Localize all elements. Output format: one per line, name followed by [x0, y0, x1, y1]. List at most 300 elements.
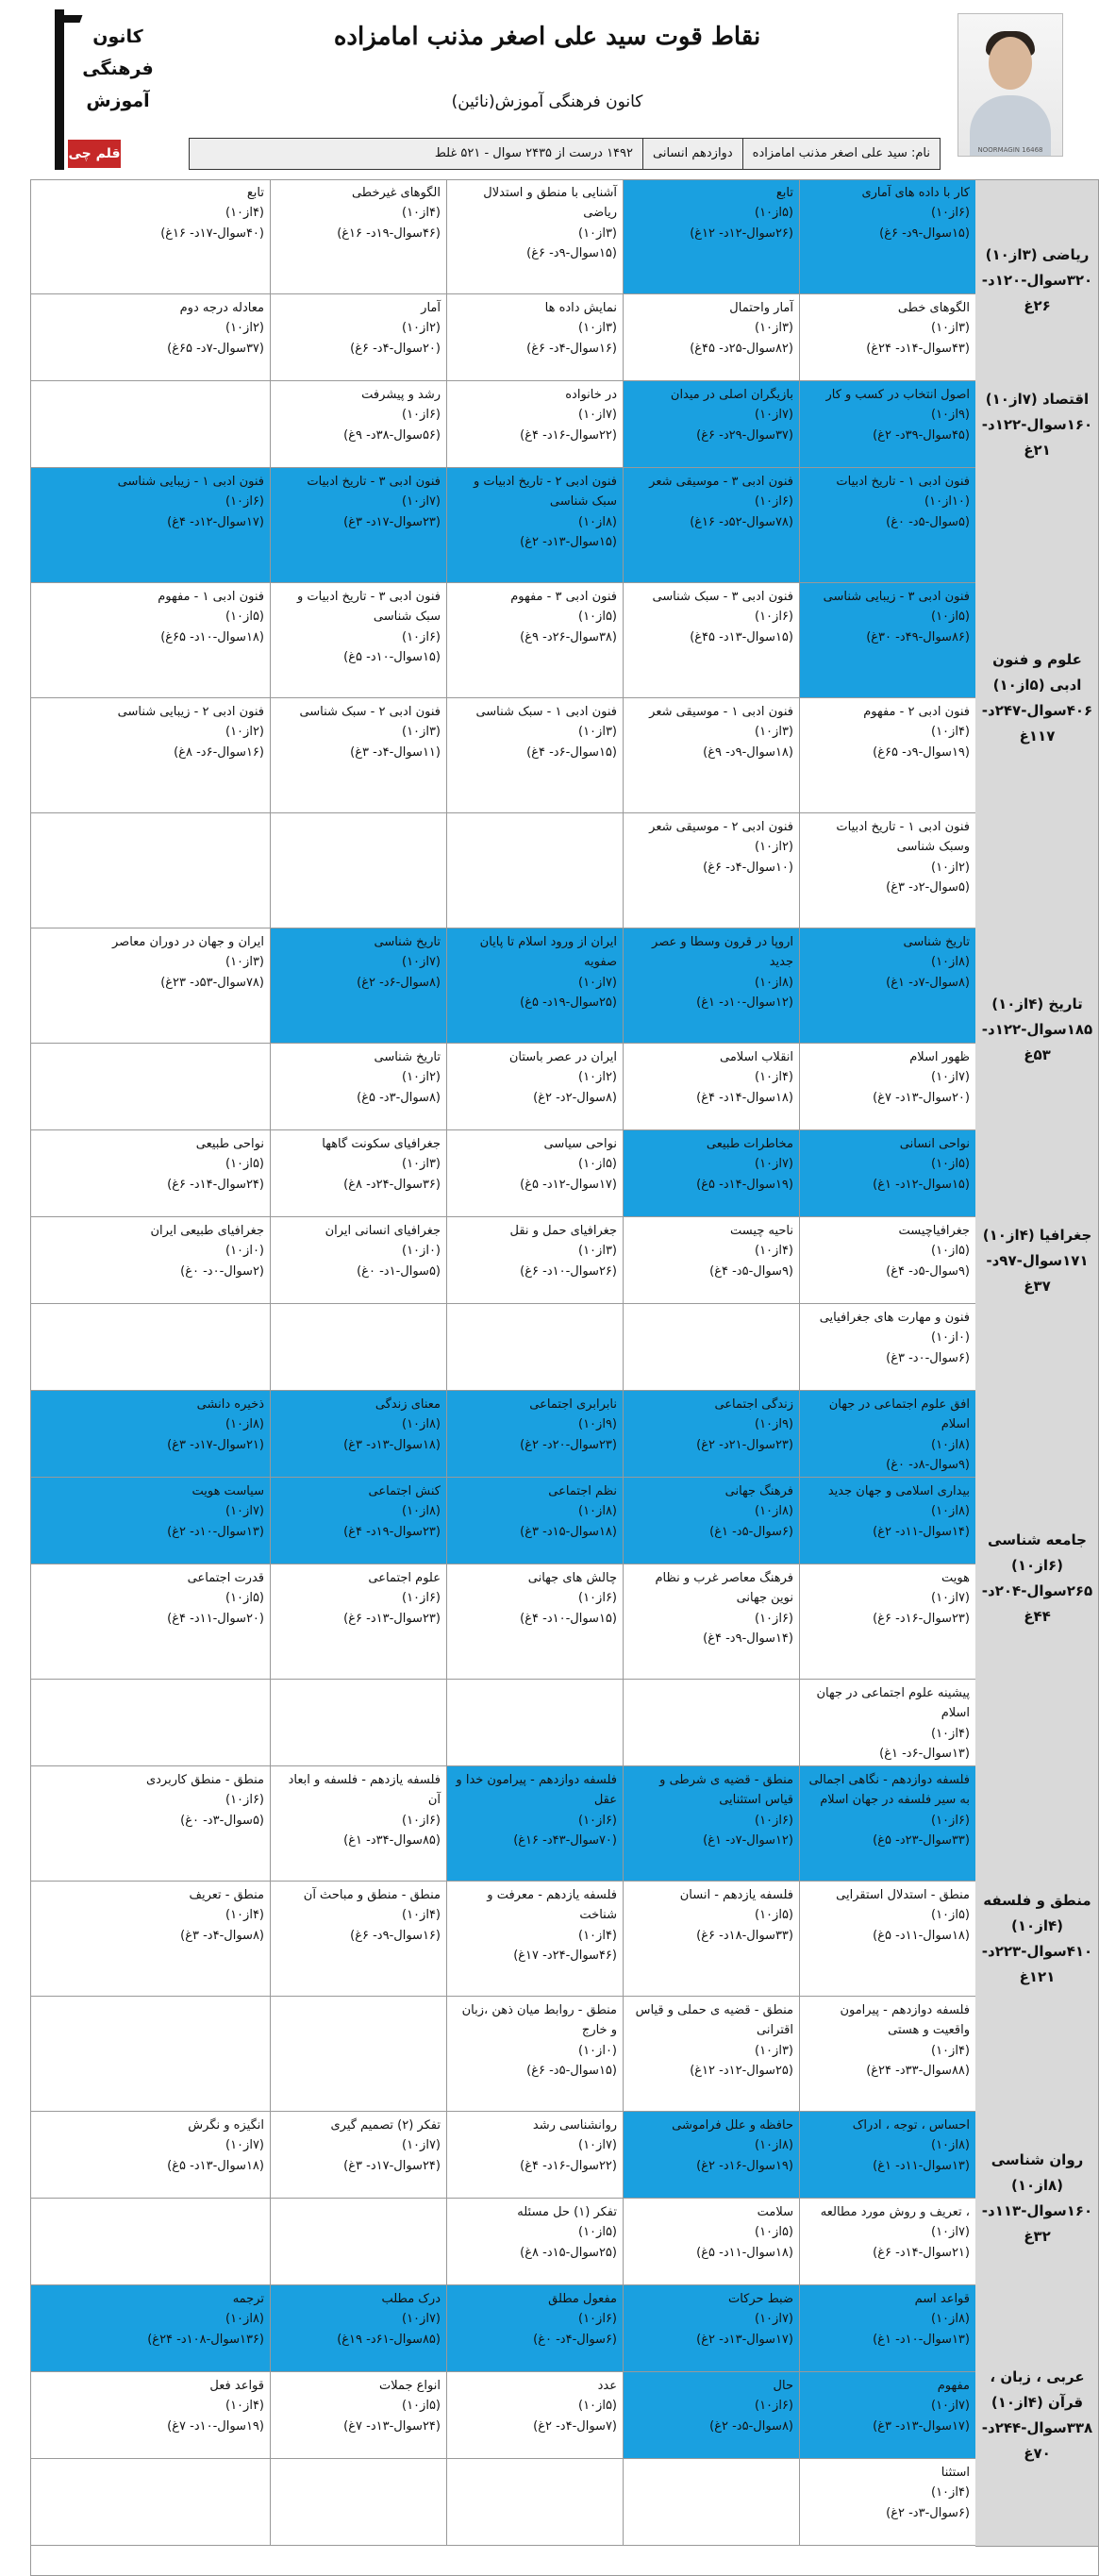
- logo-line-1: کانون: [92, 26, 143, 47]
- topic-score: (۵از۱۰): [578, 610, 617, 625]
- topic-name: انقلاب اسلامی: [720, 1050, 793, 1064]
- topic-result: (۷۰سوال-۴۳د- ۱۶غ): [513, 1833, 617, 1848]
- topic-cell: [623, 1680, 799, 1766]
- topic-cell: [30, 2112, 270, 2199]
- topic-cell: [270, 1130, 446, 1217]
- subject-category: [975, 1391, 1099, 1767]
- topic-result: (۵۶سوال-۳۸د- ۹غ): [343, 427, 441, 443]
- topic-result: (۱۷سوال-۱۲د- ۵غ): [520, 1177, 617, 1192]
- topic-name: معادله درجه دوم: [179, 301, 264, 315]
- topic-result: (۸سوال-۴د- ۳غ): [180, 1928, 264, 1943]
- topic-cell: [30, 928, 270, 1044]
- topic-score: (۸از۱۰): [931, 1437, 970, 1452]
- topic-name: در خانواده: [565, 388, 617, 402]
- topic-name: فنون ادبی ۱ - موسیقی شعر: [649, 705, 793, 719]
- page-subtitle: کانون فرهنگی آموزش(نائین): [451, 92, 643, 111]
- topic-result: (۱۶سوال-۶د- ۸غ): [174, 744, 264, 760]
- topic-result: (۱۷سوال-۱۳د- ۳غ): [873, 2418, 970, 2434]
- table-row: [30, 1478, 975, 1564]
- topic-result: (۱۲سوال-۱۰د- ۱غ): [696, 995, 793, 1011]
- topic-score: (۵از۱۰): [755, 206, 793, 221]
- topic-score: (۷از۱۰): [931, 2225, 970, 2240]
- topic-cell: [30, 1044, 270, 1130]
- topic-name: بازیگران اصلی در میدان: [670, 388, 793, 402]
- topic-cell: [270, 2459, 446, 2546]
- topic-name: استثنا: [941, 2466, 970, 2480]
- topic-result: (۱۹سوال-۱۴د- ۵غ): [696, 1177, 793, 1192]
- topic-cell: [799, 813, 975, 928]
- topic-result: (۲سوال-۰د- ۰غ): [180, 1263, 264, 1279]
- topic-result: (۸سوال-۵د- ۲غ): [709, 2418, 793, 2434]
- topic-name: ترجمه: [232, 2292, 264, 2306]
- topic-cell: [446, 1766, 623, 1882]
- topic-score: (۷از۱۰): [755, 408, 793, 423]
- topic-cell: [623, 1997, 799, 2112]
- topic-result: (۴۶سوال-۲۴د- ۱۷غ): [513, 1949, 617, 1964]
- topic-result: (۱۸سوال-۱۱د- ۵غ): [696, 2245, 793, 2260]
- topic-cell: [446, 2199, 623, 2285]
- topic-result: (۲۲سوال-۱۶د- ۴غ): [520, 2158, 617, 2173]
- topic-result: (۷۸سوال-۵۲د- ۱۶غ): [690, 514, 793, 529]
- topic-name: قواعد فعل: [209, 2379, 264, 2393]
- table-row: [30, 2112, 975, 2199]
- topic-result: (۲۲سوال-۱۶د- ۴غ): [520, 427, 617, 443]
- topic-name: نواحی انسانی: [899, 1137, 970, 1151]
- topic-name: مفهوم: [937, 2379, 970, 2393]
- student-stats: ۱۴۹۲ درست از ۲۴۳۵ سوال - ۵۲۱ غلط: [434, 146, 633, 160]
- table-row: [30, 1882, 975, 1997]
- topic-result: (۴۵سوال-۳۹د- ۲غ): [873, 427, 970, 443]
- topic-cell: [446, 2285, 623, 2372]
- topic-score: (۳از۱۰): [578, 1244, 617, 1259]
- table-row: [30, 1680, 975, 1766]
- topic-cell: [623, 583, 799, 698]
- topic-score: (۶از۱۰): [755, 494, 793, 510]
- report-header: [0, 0, 1099, 179]
- topic-score: (۴از۱۰): [755, 1070, 793, 1085]
- topic-result: (۸۵سوال-۳۴د- ۱غ): [343, 1833, 441, 1848]
- table-row: [30, 179, 975, 294]
- topic-cell: [623, 1391, 799, 1478]
- topic-cell: [446, 928, 623, 1044]
- table-row: [30, 1217, 975, 1304]
- topic-result: (۱۹سوال-۹د- ۶۵غ): [873, 744, 970, 760]
- topic-cell: [799, 294, 975, 381]
- topic-name: ایران از ورود اسلام تا پایان صفویه: [479, 935, 617, 970]
- topic-name: عدد: [597, 2379, 617, 2393]
- topic-score: (۵از۱۰): [225, 1591, 264, 1606]
- topic-cell: [30, 2199, 270, 2285]
- topic-cell: [799, 1882, 975, 1997]
- topic-result: (۳۳سوال-۲۳د- ۵غ): [873, 1833, 970, 1848]
- topic-score: (۵از۱۰): [578, 2225, 617, 2240]
- topic-cell: [799, 1564, 975, 1680]
- topic-score: (۶از۱۰): [402, 629, 441, 644]
- topic-cell: [799, 179, 975, 294]
- topic-cell: [623, 468, 799, 583]
- topic-cell: [446, 1478, 623, 1564]
- topic-cell: [799, 1304, 975, 1391]
- topic-score: (۶از۱۰): [755, 2399, 793, 2414]
- topic-result: (۲۴سوال-۱۴د- ۶غ): [167, 1177, 264, 1192]
- topic-cell: [623, 1217, 799, 1304]
- topic-score: (۲از۱۰): [578, 1070, 617, 1085]
- topic-score: (۵از۱۰): [931, 1244, 970, 1259]
- topic-cell: [446, 1217, 623, 1304]
- topic-result: (۳۷سوال-۷د- ۶۵غ): [167, 341, 264, 356]
- topic-score: (۷از۱۰): [402, 955, 441, 970]
- topic-result: (۲۵سوال-۱۹د- ۵غ): [520, 995, 617, 1011]
- topic-cell: [30, 1391, 270, 1478]
- topic-name: افق علوم اجتماعی در جهان اسلام: [828, 1397, 970, 1432]
- topic-cell: [799, 1478, 975, 1564]
- topic-cell: [799, 1680, 975, 1766]
- topic-name: جغرافیای طبیعی ایران: [150, 1224, 264, 1238]
- logo-figure: [55, 9, 64, 170]
- topic-score: (۸از۱۰): [755, 975, 793, 990]
- topic-score: (۷از۱۰): [402, 2138, 441, 2153]
- topic-cell: [446, 1882, 623, 1997]
- topic-result: (۲۳سوال-۱۹د- ۴غ): [343, 1524, 441, 1539]
- page-title: نقاط قوت سید علی اصغر مذنب امامزاده: [333, 23, 761, 51]
- topic-cell: [446, 1680, 623, 1766]
- topic-cell: [270, 1564, 446, 1680]
- topic-name: آشنایی با منطق و استدلال ریاضی: [483, 186, 617, 221]
- topic-result: (۱۵سوال-۹د- ۶غ): [879, 226, 970, 241]
- topic-name: فلسفه دوازدهم - نگاهی اجمالی به سیر فلسفه در جهان اسلام: [808, 1773, 970, 1808]
- table-row: [30, 928, 975, 1044]
- topic-cell: [270, 2199, 446, 2285]
- topic-name: علوم اجتماعی: [368, 1571, 441, 1585]
- topic-score: (۳از۱۰): [402, 1157, 441, 1172]
- topic-cell: [270, 1766, 446, 1882]
- subject-category-label: ریاضی (۳از۱۰) ۳۲۰سوال-۱۲۰د- ۲۶غ: [981, 245, 1093, 314]
- topic-score: (۶از۱۰): [931, 1813, 970, 1828]
- topic-result: (۲۱سوال-۱۴د- ۶غ): [873, 2245, 970, 2260]
- topic-score: (۱۰از۱۰): [924, 494, 970, 510]
- topic-cell: [30, 1997, 270, 2112]
- topic-cell: [623, 2459, 799, 2546]
- topic-result: (۲۳سوال-۲۱د- ۲غ): [696, 1437, 793, 1452]
- topic-cell: [270, 1304, 446, 1391]
- topic-result: (۶سوال-۵د- ۱غ): [709, 1524, 793, 1539]
- topic-cell: [30, 1217, 270, 1304]
- topic-cell: [799, 381, 975, 468]
- topic-result: (۷۸سوال-۵۳د- ۲۳غ): [160, 975, 264, 990]
- topic-result: (۱۵سوال-۱۰د- ۴غ): [520, 1611, 617, 1626]
- topic-cell: [30, 2372, 270, 2459]
- topic-cell: [623, 1304, 799, 1391]
- topic-cell: [270, 1044, 446, 1130]
- topic-name: فرهنگ معاصر غرب و نظام نوین جهانی: [655, 1571, 793, 1606]
- topic-cell: [799, 468, 975, 583]
- topic-cell: [270, 468, 446, 583]
- topic-result: (۶سوال-۰د- ۳غ): [886, 1350, 970, 1365]
- topic-result: (۸سوال-۲د- ۲غ): [533, 1090, 617, 1105]
- topic-score: (۷از۱۰): [402, 2312, 441, 2327]
- topic-score: (۰از۱۰): [402, 1244, 441, 1259]
- topic-result: (۵سوال-۵د- ۰غ): [886, 514, 970, 529]
- topic-score: (۵از۱۰): [225, 1157, 264, 1172]
- topic-name: تفکر (۱) حل مسئله: [517, 2205, 617, 2219]
- topic-score: (۴از۱۰): [402, 206, 441, 221]
- topic-name: هویت: [941, 1571, 970, 1585]
- student-info-bar: [189, 138, 941, 170]
- topic-cell: [30, 813, 270, 928]
- subject-category: [975, 468, 1099, 929]
- topic-cell: [446, 698, 623, 813]
- topic-score: (۷از۱۰): [225, 2138, 264, 2153]
- table-row: [30, 1997, 975, 2112]
- topic-name: فرهنگ جهانی: [724, 1484, 793, 1498]
- subject-category: [975, 2285, 1099, 2547]
- topic-name: نواحی طبیعی: [195, 1137, 264, 1151]
- topic-cell: [799, 698, 975, 813]
- topic-score: (۲از۱۰): [931, 860, 970, 875]
- topic-result: (۱۳سوال-۱۰د- ۲غ): [167, 1524, 264, 1539]
- table-row: [30, 1564, 975, 1680]
- topic-name: فلسفه یازدهم - انسان: [679, 1888, 793, 1902]
- student-photo: [957, 13, 1063, 157]
- topic-score: (۵از۱۰): [931, 1157, 970, 1172]
- topic-result: (۵سوال-۱د- ۰غ): [357, 1263, 441, 1279]
- topic-score: (۹از۱۰): [931, 408, 970, 423]
- topic-score: (۴از۱۰): [931, 725, 970, 740]
- topic-name: فنون ادبی ۳ - سبک شناسی: [652, 590, 793, 604]
- topic-name: مخاطرات طبیعی: [706, 1137, 793, 1151]
- topic-name: سیاست هویت: [191, 1484, 264, 1498]
- topic-name: آمار واحتمال: [729, 301, 793, 315]
- topic-result: (۱۸سوال-۹د- ۹غ): [703, 744, 793, 760]
- topic-result: (۲۰سوال-۱۱د- ۴غ): [167, 1611, 264, 1626]
- topic-score: (۶از۱۰): [402, 1591, 441, 1606]
- topic-name: جغرافیای حمل و نقل: [509, 1224, 617, 1238]
- topic-cell: [270, 1997, 446, 2112]
- topic-result: (۳۸سوال-۲۶د- ۹غ): [520, 629, 617, 644]
- topic-name: جغرافیاچیست: [898, 1224, 970, 1238]
- topic-cell: [623, 813, 799, 928]
- topic-cell: [30, 2285, 270, 2372]
- topic-cell: [623, 1564, 799, 1680]
- topic-name: تابع: [246, 186, 264, 200]
- topic-score: (۵از۱۰): [402, 2399, 441, 2414]
- topic-score: (۳از۱۰): [402, 725, 441, 740]
- topic-score: (۸از۱۰): [931, 1504, 970, 1519]
- topic-score: (۸از۱۰): [755, 2138, 793, 2153]
- topic-score: (۴از۱۰): [225, 1908, 264, 1923]
- topic-result: (۲۰سوال-۴د- ۶غ): [350, 341, 441, 356]
- topic-cell: [270, 583, 446, 698]
- topic-score: (۴از۱۰): [402, 1908, 441, 1923]
- topic-cell: [30, 1304, 270, 1391]
- topic-score: (۶از۱۰): [402, 408, 441, 423]
- topic-result: (۱۵سوال-۹د- ۶غ): [526, 246, 617, 261]
- table-row: [30, 2459, 975, 2546]
- logo-line-4: قلم چی: [68, 140, 121, 168]
- topic-name: ذخیره دانشی: [196, 1397, 264, 1412]
- topic-cell: [446, 2112, 623, 2199]
- topic-result: (۱۸سوال-۱۱د- ۵غ): [873, 1928, 970, 1943]
- topic-score: (۰از۱۰): [931, 1330, 970, 1346]
- topic-score: (۵از۱۰): [225, 610, 264, 625]
- topic-cell: [446, 1304, 623, 1391]
- topic-name: فنون ادبی ۳ - موسیقی شعر: [649, 475, 793, 489]
- topic-result: (۲۳سوال-۱۶د- ۶غ): [873, 1611, 970, 1626]
- topic-cell: [446, 381, 623, 468]
- topic-score: (۷از۱۰): [931, 2399, 970, 2414]
- topic-score: (۹از۱۰): [578, 1417, 617, 1432]
- topic-cell: [446, 1564, 623, 1680]
- subject-category-label: اقتصاد (۷از۱۰) ۱۶۰سوال-۱۲۲د- ۲۱غ: [981, 390, 1093, 459]
- topic-result: (۵سوال-۲د- ۳غ): [886, 880, 970, 895]
- topic-result: (۸۸سوال-۳۳د- ۲۴غ): [866, 2064, 970, 2079]
- topic-score: (۶از۱۰): [755, 1813, 793, 1828]
- topic-result: (۱۹سوال-۱۰د- ۷غ): [167, 2418, 264, 2434]
- subject-category-label: جغرافیا (۴از۱۰) ۱۷۱سوال-۹۷د- ۳۷غ: [982, 1226, 1092, 1295]
- topic-cell: [446, 2459, 623, 2546]
- student-field: دوازدهم انسانی: [642, 139, 742, 169]
- topic-result: (۱۱سوال-۴د- ۳غ): [350, 744, 441, 760]
- topic-cell: [30, 1766, 270, 1882]
- topic-name: حال: [773, 2379, 793, 2393]
- topic-cell: [270, 179, 446, 294]
- topic-cell: [30, 1130, 270, 1217]
- topic-name: ظهور اسلام: [909, 1050, 970, 1064]
- topic-name: سلامت: [757, 2205, 793, 2219]
- topic-cell: [799, 1997, 975, 2112]
- topic-cell: [799, 2199, 975, 2285]
- topic-result: (۱۳سوال-۱۰د- ۱غ): [873, 2332, 970, 2347]
- topic-cell: [446, 179, 623, 294]
- topic-score: (۴از۱۰): [225, 2399, 264, 2414]
- topic-cell: [30, 1882, 270, 1997]
- subject-category: [975, 1130, 1099, 1392]
- topic-score: (۲از۱۰): [225, 725, 264, 740]
- subject-category: [975, 928, 1099, 1131]
- topic-score: (۸از۱۰): [931, 2138, 970, 2153]
- topic-result: (۶سوال-۳د- ۲غ): [886, 2505, 970, 2520]
- topic-score: (۳از۱۰): [755, 321, 793, 336]
- table-row: [30, 698, 975, 813]
- topic-result: (۱۳سوال-۱۱د- ۱غ): [873, 2158, 970, 2173]
- topic-score: (۳از۱۰): [225, 955, 264, 970]
- topic-score: (۶از۱۰): [402, 1813, 441, 1828]
- topic-score: (۸از۱۰): [225, 1417, 264, 1432]
- topic-cell: [270, 294, 446, 381]
- topic-name: تاریخ شناسی: [903, 935, 970, 949]
- topic-name: تفکر (۲) تصمیم گیری: [330, 2118, 441, 2133]
- topic-result: (۷سوال-۴د- ۲غ): [533, 2418, 617, 2434]
- logo-line-2: فرهنگی: [82, 59, 154, 79]
- topic-name: ایران و جهان در دوران معاصر: [111, 935, 264, 949]
- topic-cell: [799, 2285, 975, 2372]
- topic-result: (۸۵سوال-۶۱د- ۱۹غ): [337, 2332, 441, 2347]
- topic-cell: [623, 179, 799, 294]
- topic-score: (۷از۱۰): [755, 1157, 793, 1172]
- topic-cell: [799, 2112, 975, 2199]
- topic-score: (۵از۱۰): [755, 1908, 793, 1923]
- topic-cell: [30, 1680, 270, 1766]
- topic-cell: [270, 381, 446, 468]
- topic-score: (۴از۱۰): [931, 1726, 970, 1741]
- topic-score: (۳از۱۰): [931, 321, 970, 336]
- topic-name: پیشینه علوم اجتماعی در جهان اسلام: [816, 1686, 970, 1721]
- topic-score: (۲از۱۰): [225, 321, 264, 336]
- topic-name: فنون ادبی ۱ - زیبایی شناسی: [117, 475, 264, 489]
- topic-cell: [623, 2112, 799, 2199]
- topic-result: (۲۳سوال-۲۰د- ۲غ): [520, 1437, 617, 1452]
- table-row: [30, 1130, 975, 1217]
- kanoon-logo: [55, 9, 168, 170]
- topic-cell: [270, 1391, 446, 1478]
- topic-name: الگوهای خطی: [897, 301, 970, 315]
- topic-cell: [446, 1391, 623, 1478]
- topic-result: (۸سوال-۷د- ۱غ): [886, 975, 970, 990]
- topic-result: (۹سوال-۵د- ۴غ): [886, 1263, 970, 1279]
- topic-score: (۵از۱۰): [931, 610, 970, 625]
- topic-cell: [623, 1044, 799, 1130]
- table-row: [30, 294, 975, 381]
- topic-cell: [446, 1044, 623, 1130]
- topic-cell: [623, 1882, 799, 1997]
- topic-score: (۷از۱۰): [225, 1504, 264, 1519]
- subject-category: [975, 179, 1099, 382]
- topic-name: ایران در عصر باستان: [508, 1050, 617, 1064]
- topic-result: (۵سوال-۳د- ۰غ): [180, 1813, 264, 1828]
- topic-name: فنون ادبی ۳ - مفهوم: [510, 590, 617, 604]
- topic-score: (۶از۱۰): [578, 1591, 617, 1606]
- topic-score: (۵از۱۰): [578, 2399, 617, 2414]
- topic-result: (۸سوال-۳د- ۵غ): [357, 1090, 441, 1105]
- topic-cell: [799, 1044, 975, 1130]
- table-row: [30, 381, 975, 468]
- topic-result: (۲۶سوال-۱۲د- ۱۲غ): [690, 226, 793, 241]
- topic-cell: [799, 928, 975, 1044]
- table-row: [30, 1044, 975, 1130]
- topic-name: فلسفه یازدهم - معرفت و شناخت: [487, 1888, 617, 1923]
- topic-score: (۴از۱۰): [225, 206, 264, 221]
- table-row: [30, 583, 975, 698]
- topic-score: (۸از۱۰): [931, 2312, 970, 2327]
- topic-result: (۸سوال-۶د- ۲غ): [357, 975, 441, 990]
- topic-cell: [270, 813, 446, 928]
- topic-name: فنون ادبی ۲ - سبک شناسی: [299, 705, 441, 719]
- topic-score: (۲از۱۰): [402, 1070, 441, 1085]
- topic-result: (۴۳سوال-۱۴د- ۲۴غ): [866, 341, 970, 356]
- topic-result: (۳۳سوال-۱۸د- ۶غ): [696, 1928, 793, 1943]
- topic-score: (۵از۱۰): [578, 1157, 617, 1172]
- topic-result: (۱۸سوال-۱۴د- ۴غ): [696, 1090, 793, 1105]
- topic-name: نمایش داده ها: [544, 301, 617, 315]
- topic-cell: [799, 1217, 975, 1304]
- table-row: [30, 813, 975, 928]
- topic-cell: [270, 1680, 446, 1766]
- topic-score: (۶از۱۰): [578, 2312, 617, 2327]
- topic-name: انگیزه و نگرش: [188, 2118, 264, 2133]
- topic-cell: [270, 2372, 446, 2459]
- subject-category-label: جامعه شناسی (۶از۱۰) ۲۶۵سوال-۲۰۴د- ۴۴غ: [981, 1531, 1093, 1625]
- topic-name: حافظه و علل فراموشی: [672, 2118, 793, 2133]
- topic-result: (۹سوال-۸د- ۰غ): [886, 1458, 970, 1473]
- topic-cell: [270, 1882, 446, 1997]
- topic-result: (۶سوال-۴د- ۰غ): [533, 2332, 617, 2347]
- topic-name: فنون ادبی ۲ - مفهوم: [863, 705, 970, 719]
- topic-score: (۷از۱۰): [931, 1070, 970, 1085]
- topic-score: (۰از۱۰): [578, 2043, 617, 2058]
- topic-score: (۳از۱۰): [578, 725, 617, 740]
- topic-result: (۳۶سوال-۲۴د- ۸غ): [343, 1177, 441, 1192]
- topic-score: (۷از۱۰): [578, 975, 617, 990]
